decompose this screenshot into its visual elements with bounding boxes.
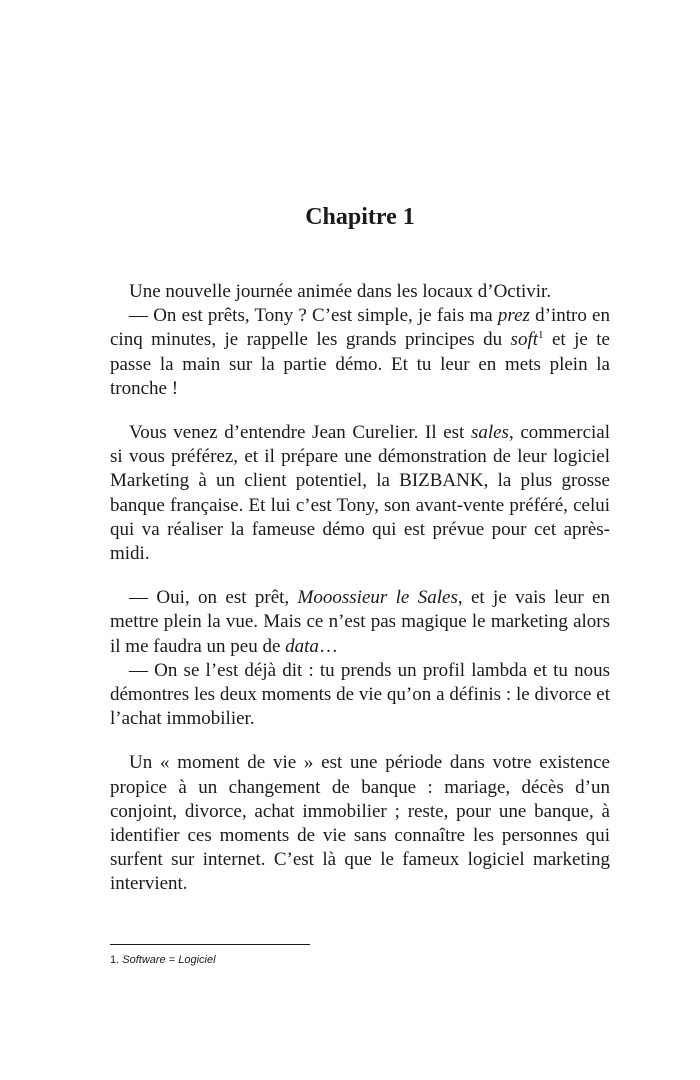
paragraph-4-italic-data: data: [285, 635, 319, 657]
paragraph-6: Un « moment de vie » est une période dans votre existence propice à un changement de banque : mariage, décès d’un conjoint, divorce, achat immobilier ; reste, pour une banque, à identifier ces moments de vie sans connaître les personnes qui surfent sur internet. C’est là que le fameux logiciel marketing intervient.: [110, 752, 610, 895]
paragraph-2-italic-prez: prez: [497, 305, 530, 327]
footnote-divider: [110, 944, 310, 945]
paragraph-5: — On se l’est déjà dit : tu prends un profil lambda et tu nous démontres les deux moments de vie qu’on a définis : le divorce et l’achat immobilier.: [110, 659, 610, 730]
footnote-reference[interactable]: 1: [538, 329, 544, 342]
chapter-title: Chapitre 1: [305, 204, 415, 230]
paragraph-3: [110, 421, 610, 566]
paragraph-4-text-e: …: [318, 635, 338, 657]
footnote-separator: =: [165, 954, 179, 966]
footnote: [110, 953, 216, 967]
paragraph-4-text-c: , et je vais leur en mettre plein la vue. Mais ce n’est pas magique le marketing alors il me faudra un peu de: [110, 587, 610, 657]
paragraph-2: [110, 304, 610, 401]
chapter-body: [110, 280, 610, 897]
footnote-definition: Logiciel: [178, 954, 216, 966]
book-page: [110, 0, 610, 1080]
paragraph-2-italic-soft: soft: [510, 329, 538, 351]
footnote-number: 1.: [110, 954, 120, 966]
paragraph-4: [110, 586, 610, 659]
paragraph-4-text-a: — Oui, on est prêt,: [129, 587, 298, 609]
paragraph-3-italic-sales: sales: [470, 422, 509, 444]
paragraph-3-text-c: , commercial si vous préférez, et il prépare une démonstration de leur logiciel Marketing à un client potentiel, la BIZBANK, la plus grosse banque française. Et lui c’est Tony, son avant-vente préféré, celui qui va réaliser la fameuse démo qui est prévue pour cet après-midi.: [110, 422, 610, 565]
paragraph-3-text-a: Vous venez d’entendre Jean Curelier. Il est: [129, 422, 471, 444]
paragraph-1: Une nouvelle journée animée dans les locaux d’Octivir.: [129, 281, 552, 302]
paragraph-2-text-c: d’intro en cinq minutes, je rappelle les grands principes du: [110, 305, 610, 351]
footnote-term: Software: [122, 954, 166, 966]
paragraph-2-text-e: et je te passe la main sur la partie démo. Et tu leur en mets plein la tronche !: [110, 329, 610, 399]
paragraph-4-italic-mooossieur: Mooossieur le Sales: [297, 587, 458, 609]
paragraph-2-text-a: — On est prêts, Tony ? C’est simple, je fais ma: [129, 305, 498, 327]
